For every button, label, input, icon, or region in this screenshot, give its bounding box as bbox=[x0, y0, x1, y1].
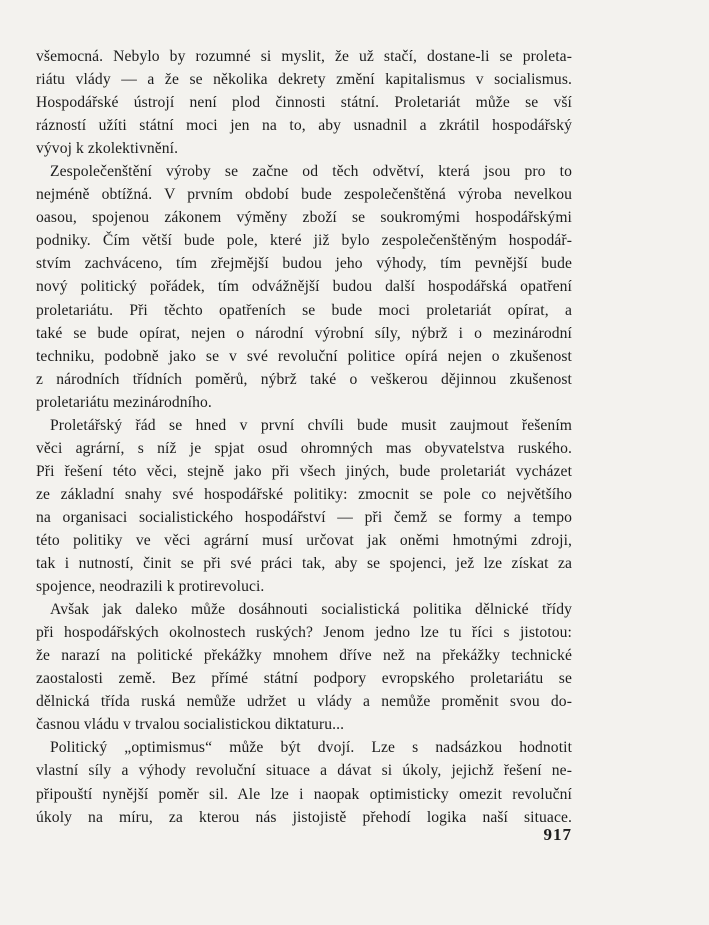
text-line: oasou, spojenou zákonem výměny zboží se soukromými hospodářskými bbox=[36, 209, 572, 227]
text-line: z národních třídních poměrů, nýbrž také o veškerou dějinnou zkušenost bbox=[36, 370, 572, 388]
text-line: Zespolečenštění výroby se začne od těch odvětví, která jsou pro to bbox=[50, 163, 572, 181]
text-line: časnou vládu v trvalou socialistickou diktaturu... bbox=[36, 716, 345, 734]
text-line: spojence, neodrazili k protirevoluci. bbox=[36, 578, 265, 596]
text-line: také se bude opírat, nejen o národní výrobní síly, nýbrž i o mezinárodní bbox=[36, 324, 572, 342]
text-line: vlastní síly a výhody revoluční situace a dávat si úkoly, jejichž řešení ne- bbox=[36, 762, 572, 780]
text-line: zaostalosti země. Bez přímé státní podpory evropského proletariátu se bbox=[36, 670, 572, 688]
text-line: ze základní snahy své hospodářské politiky: zmocnit se pole co největšího bbox=[36, 485, 572, 503]
text-line: dělnická třída ruská nemůže udržet u vlády a nemůže proměnit svou do- bbox=[36, 693, 572, 711]
text-line: na organisaci socialistického hospodářství — při čemž se formy a tempo bbox=[36, 508, 572, 526]
text-line: stvím zachváceno, tím zřejmější budou jeho výhody, tím pevnější bude bbox=[36, 255, 572, 273]
text-line: této politiky ve věci agrární musí určovat jak oněmi hmotnými zdroji, bbox=[36, 531, 572, 549]
page-number: 917 bbox=[543, 825, 572, 844]
text-line: při hospodářských okolnostech ruských? Jenom jedno lze tu říci s jistotou: bbox=[36, 624, 572, 642]
text-line: úkoly na míru, za kterou nás jistojistě přehodí logika naší situace. bbox=[36, 808, 572, 826]
body-text bbox=[36, 45, 572, 829]
text-line: připouští nynější poměr sil. Ale lze i naopak optimisticky omezit revoluční bbox=[36, 785, 572, 803]
text-line: že narazí na politické překážky mnohem dříve než na překážky technické bbox=[36, 647, 572, 665]
text-line: Hospodářské ústrojí není plod činnosti státní. Proletariát může se vší bbox=[36, 94, 572, 112]
text-line: nový politický pořádek, tím odvážnější budou další hospodářská opatření bbox=[36, 278, 572, 296]
text-line: všemocná. Nebylo by rozumné si myslit, že už stačí, dostane-li se proleta- bbox=[36, 48, 572, 65]
text-line: Avšak jak daleko může dosáhnouti socialistická politika dělnické třídy bbox=[50, 601, 572, 619]
text-line: riátu vlády — a že se několika dekrety změní kapitalismus v socialismus. bbox=[36, 71, 572, 89]
text-line: věci agrární, s níž je spjat osud ohromných mas obyvatelstva ruského. bbox=[36, 439, 572, 457]
text-line: tak i nutností, činit se při své práci tak, aby se spojenci, jež lze získat za bbox=[36, 555, 572, 573]
text-line: Při řešení této věci, stejně jako při všech jiných, bude proletariát vycházet bbox=[36, 462, 572, 480]
text-line: Proletářský řád se hned v první chvíli bude musit zaujmout řešením bbox=[50, 416, 572, 434]
text-line: techniku, podobně jako se v své revoluční politice opírá nejen o zkušenost bbox=[36, 347, 572, 365]
text-line: podniky. Čím větší bude pole, které již bylo zespolečenštěným hospodář- bbox=[36, 232, 572, 250]
text-line: proletariátu mezinárodního. bbox=[36, 393, 212, 411]
text-line: vývoj k zkolektivnění. bbox=[36, 140, 179, 158]
text-line: proletariátu. Při těchto opatřeních se bude moci proletariát opírat, a bbox=[36, 301, 572, 319]
text-line: nejméně obtížná. V prvním období bude zespolečenštěná výroba nevelkou bbox=[36, 186, 572, 204]
text-line: Politický „optimismus“ může být dvojí. Lze s nadsázkou hodnotit bbox=[50, 739, 572, 757]
text-line: rázností užíti státní moci jen na to, aby usnadnil a zkrátil hospodářský bbox=[36, 117, 572, 135]
